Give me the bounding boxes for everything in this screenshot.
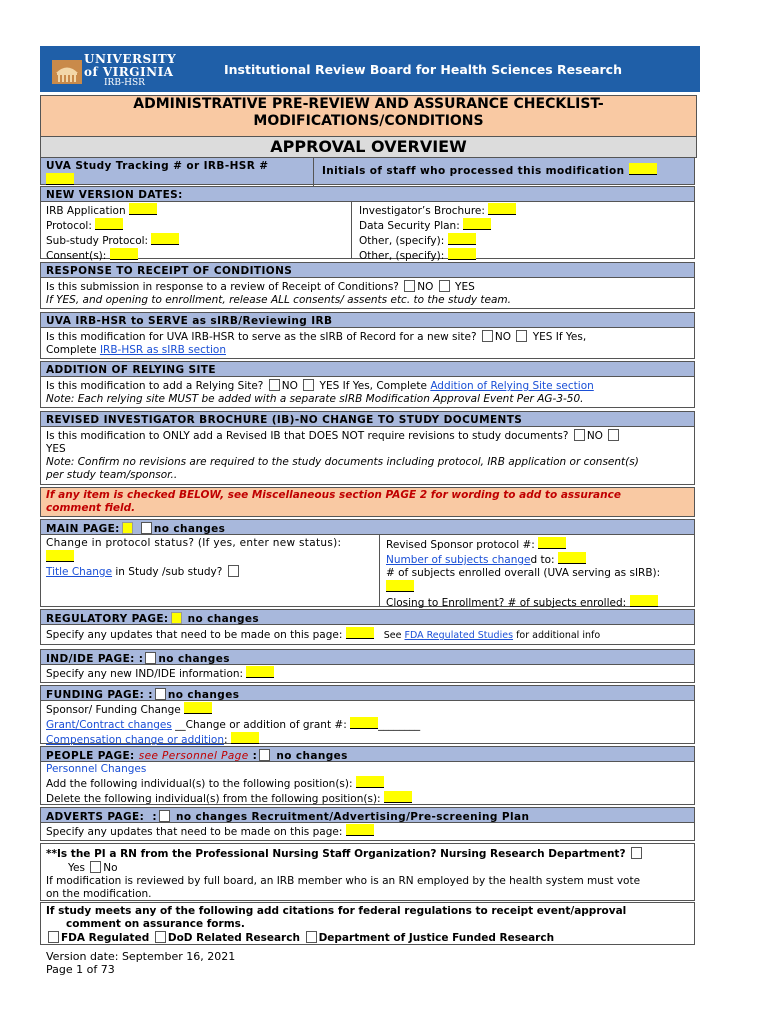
other-date-2: Other, (specify): <box>359 248 516 263</box>
adverts-field[interactable] <box>346 824 374 836</box>
people-body: Personnel Changes Add the following individual(s) to the following position(s): Delete the following individual(s) from the following position(s): <box>40 762 695 805</box>
tracking-label: UVA Study Tracking # or IRB-HSR # <box>46 160 269 172</box>
compensation-field[interactable] <box>231 732 259 744</box>
main-page-checkbox[interactable] <box>122 522 133 534</box>
relying-header: ADDITION OF RELYING SITE <box>40 361 695 377</box>
tracking-row <box>40 157 695 185</box>
new-version-header: NEW VERSION DATES: <box>40 186 695 202</box>
nursing-yes-checkbox[interactable] <box>90 861 101 873</box>
nursing-question: **Is the PI a RN from the Professional Nursing Staff Organization? Nursing Research Department? <box>46 848 626 860</box>
sponsor-change-field[interactable] <box>184 702 212 714</box>
receipt-no-checkbox[interactable] <box>404 280 415 292</box>
ib-question: Is this modification to ONLY add a Revised IB that DOES NOT require revisions to study documents? <box>46 430 569 442</box>
ib-note-2: per study team/sponsor.. <box>46 469 178 481</box>
ind-field[interactable] <box>246 666 274 678</box>
uva-logo <box>48 50 183 88</box>
nursing-section: **Is the PI a RN from the Professional Nursing Staff Organization? Nursing Research Department? Yes No If modification is reviewed by full board, an IRB member who is an RN employed by the health system must vote on the modification. <box>40 843 695 901</box>
sirb-yes-checkbox[interactable] <box>516 330 527 342</box>
ind-body: Specify any new IND/IDE information: <box>40 665 695 683</box>
people-checkbox[interactable] <box>259 749 270 761</box>
page-number: Page 1 of 73 <box>46 963 115 976</box>
checked-items-warning: If any item is checked BELOW, see Miscellaneous section PAGE 2 for wording to add to assurance comment field. <box>40 487 695 517</box>
fda-regulated-link[interactable]: FDA Regulated Studies <box>404 630 514 641</box>
doj-checkbox[interactable] <box>306 931 317 943</box>
add-individual-field[interactable] <box>356 776 384 788</box>
enrolled-label: # of subjects enrolled overall (UVA serving as sIRB): <box>386 567 661 579</box>
protocol-date: Protocol: <box>46 218 179 233</box>
ib-yes-label: YES <box>46 443 66 455</box>
funding-header: FUNDING PAGE: : no changes <box>40 685 695 701</box>
sub-study-protocol-date: Sub-study Protocol: <box>46 233 179 248</box>
sirb-question: Is this modification for UVA IRB-HSR to serve as the sIRB of Record for a new site? <box>46 331 477 343</box>
relying-yes-checkbox[interactable] <box>303 379 314 391</box>
banner-title: Institutional Review Board for Health Sciences Research <box>224 62 622 77</box>
adverts-checkbox[interactable] <box>159 810 170 822</box>
receipt-note: If YES, and opening to enrollment, release ALL consents/ assents etc. to the study team. <box>46 294 511 306</box>
data-security-plan-date: Data Security Plan: <box>359 218 516 233</box>
new-version-body <box>40 202 695 262</box>
adverts-body: Specify any updates that need to be made on this page: <box>40 823 695 841</box>
delete-individual-field[interactable] <box>384 791 412 803</box>
status-change-label: Change in protocol status? (If yes, enter new status): <box>46 537 342 549</box>
nursing-checkbox[interactable] <box>631 847 642 859</box>
compensation-link[interactable]: Compensation change or addition <box>46 734 224 746</box>
initials-label: Initials of staff who processed this modification <box>317 161 662 179</box>
brochure-date: Investigator’s Brochure: <box>359 203 516 218</box>
relying-note: Note: Each relying site MUST be added with a separate sIRB Modification Approval Event Per AG-3-50. <box>46 393 584 405</box>
ib-no-checkbox[interactable] <box>574 429 585 441</box>
people-header: PEOPLE PAGE: see Personnel Page : no changes <box>40 746 695 762</box>
document-title <box>40 95 697 137</box>
header-banner <box>40 46 700 92</box>
footer <box>46 950 235 976</box>
version-date: Version date: September 16, 2021 <box>46 950 236 963</box>
adverts-header: ADVERTS PAGE: : no changes Recruitment/Advertising/Pre-screening Plan <box>40 807 695 823</box>
fda-regulated-checkbox[interactable] <box>48 931 59 943</box>
main-page-header: MAIN PAGE: no changes <box>40 519 695 535</box>
receipt-yes-checkbox[interactable] <box>439 280 450 292</box>
federal-section: If study meets any of the following add citations for federal regulations to receipt event/approval comment on assurance forms. FDA Regulated DoD Related Research Department of Justice Funded Research <box>40 902 695 945</box>
regulatory-header: REGULATORY PAGE: no changes <box>40 609 695 625</box>
logo-irb: IRB-HSR <box>104 78 145 88</box>
ind-header: IND/IDE PAGE: : no changes <box>40 649 695 665</box>
sirb-header: UVA IRB-HSR to SERVE as sIRB/Reviewing IRB <box>40 312 695 328</box>
ib-header: REVISED INVESTIGATOR BROCHURE (IB)-NO CHANGE TO STUDY DOCUMENTS <box>40 411 695 427</box>
receipt-yes-label: YES <box>455 281 475 293</box>
regulatory-field[interactable] <box>346 627 374 639</box>
receipt-question: Is this submission in response to a review of Receipt of Conditions? <box>46 281 399 293</box>
federal-line-2: comment on assurance forms. <box>66 918 245 930</box>
ib-note-1: Note: Confirm no revisions are required to the study documents including protocol, IRB application or consent(s) <box>46 456 639 468</box>
relying-body: Is this modification to add a Relying Site? NO YES If Yes, Complete Addition of Relying Site section Note: Each relying site MUST be added with a separate sIRB Modification Approval Event Per AG-3-50. <box>40 377 695 408</box>
approval-overview-heading: APPROVAL OVERVIEW <box>40 136 697 158</box>
consents-date: Consent(s): <box>46 248 179 263</box>
title-change-link[interactable]: Title Change <box>46 566 113 578</box>
irb-application-date: IRB Application <box>46 203 179 218</box>
sirb-no-checkbox[interactable] <box>482 330 493 342</box>
grant-contract-link[interactable]: Grant/Contract changes <box>46 719 172 731</box>
nursing-note-1: If modification is reviewed by full board, an IRB member who is an RN employed by the health system must vote <box>46 875 641 887</box>
new-status-field[interactable] <box>46 550 74 562</box>
personnel-changes-label: Personnel Changes <box>46 763 147 775</box>
sirb-body: Is this modification for UVA IRB-HSR to serve as the sIRB of Record for a new site? NO YES If Yes, Complete IRB-HSR as sIRB section <box>40 328 695 359</box>
dod-checkbox[interactable] <box>155 931 166 943</box>
initials-field[interactable] <box>629 163 657 175</box>
tracking-number-field[interactable] <box>46 173 74 185</box>
subjects-number-field[interactable] <box>558 552 586 564</box>
title-line-1: ADMINISTRATIVE PRE-REVIEW AND ASSURANCE CHECKLIST- <box>133 96 604 112</box>
main-page-no-changes-checkbox[interactable] <box>141 522 152 534</box>
logo-virginia: of VIRGINIA <box>84 65 174 79</box>
other-date-1: Other, (specify): <box>359 233 516 248</box>
regulatory-body: Specify any updates that need to be made on this page: See FDA Regulated Studies for additional info <box>40 625 695 645</box>
ib-body: Is this modification to ONLY add a Revised IB that DOES NOT require revisions to study documents? NO YES Note: Confirm no revisions are required to the study documents including protocol, IRB application or consent(s) per study team/sponsor.. <box>40 427 695 485</box>
sponsor-protocol-field[interactable] <box>538 537 566 549</box>
regulatory-checkbox[interactable] <box>171 612 182 624</box>
ind-checkbox[interactable] <box>145 652 156 664</box>
funding-checkbox[interactable] <box>155 688 166 700</box>
relying-section-link[interactable]: Addition of Relying Site section <box>430 380 594 392</box>
receipt-no-label: NO <box>417 281 434 293</box>
main-page-body: Change in protocol status? (If yes, enter new status): Title Change in Study /sub study? Revised Sponsor protocol #: Number of subjects changed to: # of subjects enrolled overall (UVA serving as sIRB): Closing to Enrollment? # of subjects enrolled: <box>40 535 695 607</box>
title-line-2: MODIFICATIONS/CONDITIONS <box>253 113 484 129</box>
ib-yes-checkbox[interactable] <box>608 429 619 441</box>
grant-number-field[interactable] <box>350 717 378 729</box>
closing-field[interactable] <box>630 595 658 607</box>
subjects-change-link[interactable]: Number of subjects change <box>386 554 531 566</box>
sirb-section-link[interactable]: IRB-HSR as sIRB section <box>99 344 226 356</box>
enrolled-field[interactable] <box>386 580 414 592</box>
relying-no-checkbox[interactable] <box>269 379 280 391</box>
receipt-body <box>40 278 695 309</box>
relying-question: Is this modification to add a Relying Site? <box>46 380 264 392</box>
funding-body: Sponsor/ Funding Change Grant/Contract changes __Change or addition of grant #: ________ Compensation change or addition: <box>40 701 695 744</box>
logo-university: UNIVERSITY <box>84 52 177 66</box>
receipt-header: RESPONSE TO RECEIPT OF CONDITIONS <box>40 262 695 278</box>
nursing-note-2: on the modification. <box>46 888 152 900</box>
rotunda-icon <box>52 60 82 84</box>
federal-line-1: If study meets any of the following add citations for federal regulations to receipt event/approval <box>46 905 627 917</box>
title-change-checkbox[interactable] <box>228 565 239 577</box>
